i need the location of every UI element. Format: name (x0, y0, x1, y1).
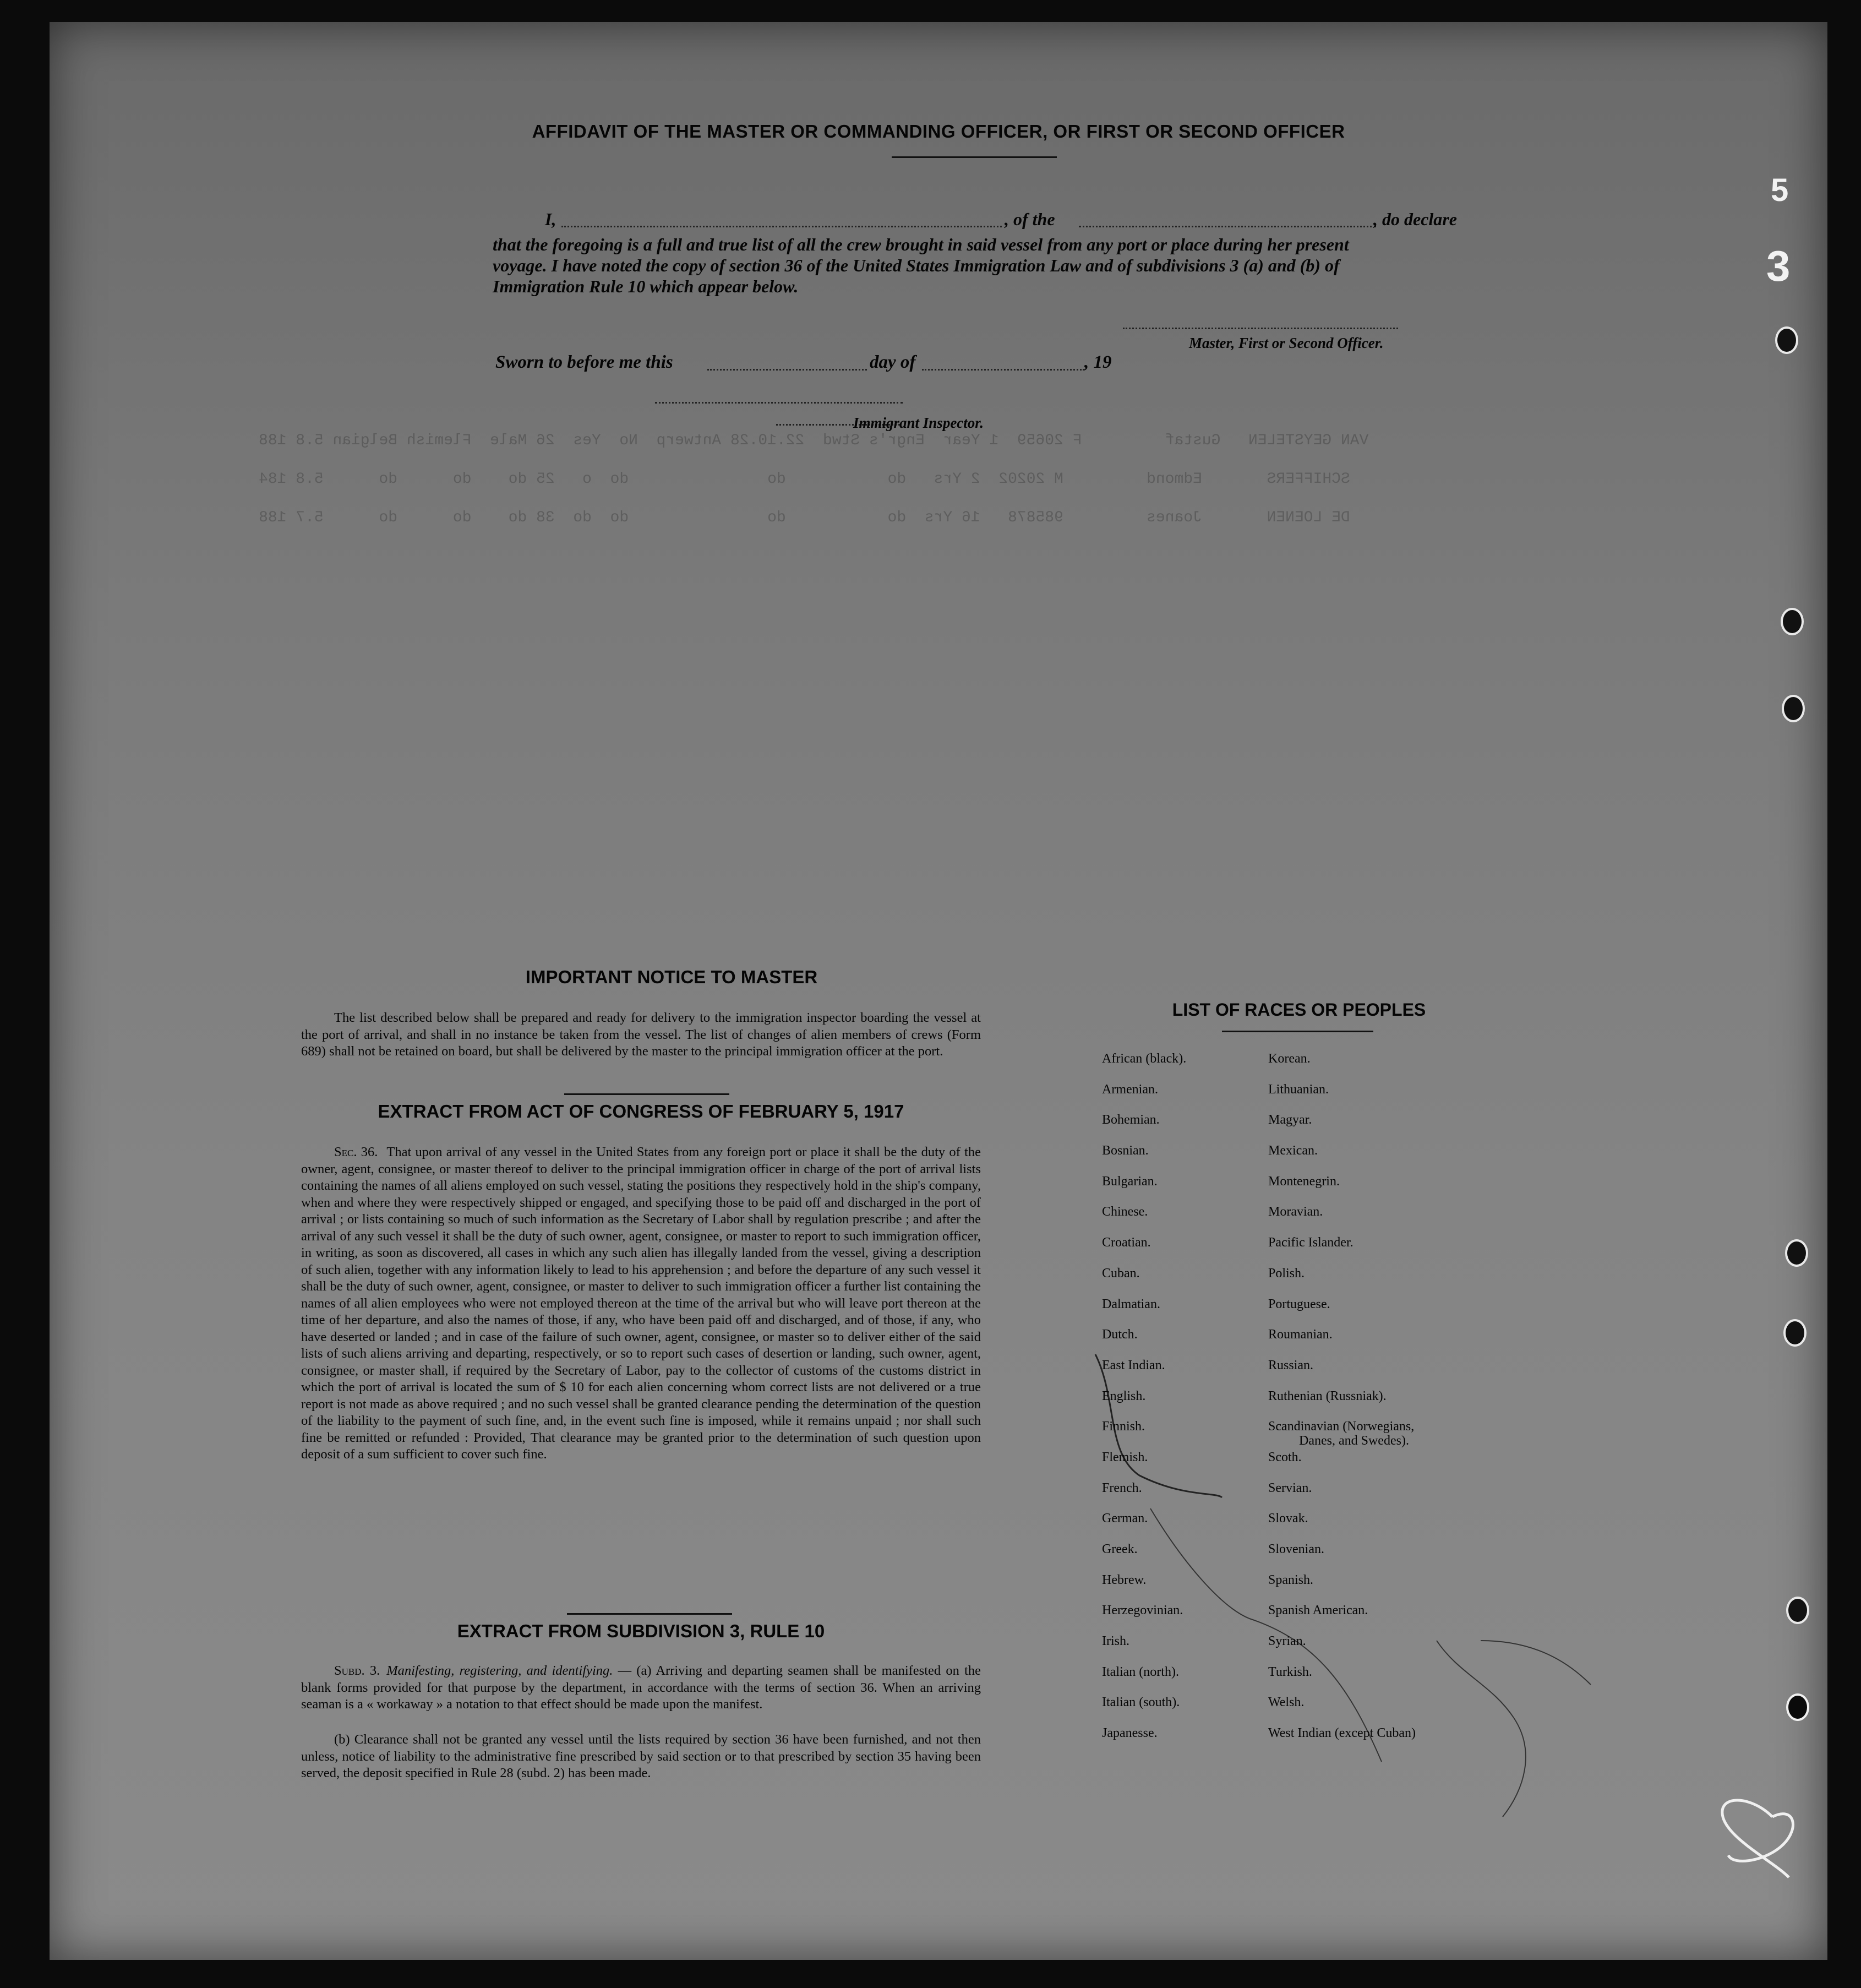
sworn-line (495, 352, 1211, 374)
punch-hole (1782, 695, 1805, 722)
race-item: Ruthenian (Russniak). (1268, 1388, 1387, 1403)
race-item: Spanish. (1268, 1572, 1314, 1587)
inspector-label: Immigrant Inspector. (853, 415, 984, 431)
margin-mark-5: 5 (1771, 172, 1789, 208)
act-title: EXTRACT FROM ACT OF CONGRESS OF FEBRUARY 5, 1917 (378, 1101, 904, 1121)
document-sheet (50, 22, 1827, 1960)
race-item: Armenian. (1102, 1082, 1158, 1097)
sworn-label: Sworn to before me this (495, 352, 673, 372)
section-rule (567, 1613, 732, 1615)
race-item: Italian (north). (1102, 1664, 1179, 1679)
bleed-through-row-3: DE LOENEN Joanes 985878 16 Yrs do do do do 38 do do do 5.7 188 (259, 509, 1350, 526)
race-item: Finnish. (1102, 1419, 1145, 1434)
rule-subd-heading: Manifesting, registering, and identifying. (386, 1663, 613, 1678)
race-item: Irish. (1102, 1634, 1129, 1649)
race-item: Portuguese. (1268, 1297, 1330, 1311)
race-item: Roumanian. (1268, 1327, 1333, 1342)
notice-text: The list described below shall be prepared and ready for delivery to the immigration inspector boarding the vessel at the port of arrival, and shall in no instance be taken from the vessel. The list of changes of alien members of crews (Form 689) shall not be retained on board, but shall be delivered by the master to the principal immigration officer at the port. (301, 1010, 981, 1059)
race-item: Flemish. (1102, 1450, 1148, 1464)
race-item: Mexican. (1268, 1143, 1318, 1158)
master-signature-label: Master, First or Second Officer. (1189, 335, 1384, 351)
race-item: French. (1102, 1480, 1142, 1495)
race-item: Russian. (1268, 1358, 1314, 1372)
race-item: Spanish American. (1268, 1603, 1368, 1618)
race-item: Syrian. (1268, 1634, 1306, 1649)
race-item: Greek. (1102, 1542, 1138, 1556)
races-title-rule (1222, 1031, 1373, 1032)
race-item: Dutch. (1102, 1327, 1138, 1342)
race-item: German. (1102, 1511, 1148, 1526)
declarant-prefix: I, (545, 209, 556, 229)
sworn-day-blank[interactable] (707, 369, 867, 371)
race-item: Japanesse. (1102, 1726, 1158, 1741)
race-item: Chinese. (1102, 1205, 1148, 1219)
race-item: Magyar. (1268, 1113, 1312, 1128)
affidavit-line-4: Immigration Rule 10 which appear below. (493, 276, 799, 296)
race-item: Scoth. (1268, 1450, 1302, 1464)
notice-title: IMPORTANT NOTICE TO MASTER (525, 967, 818, 987)
race-item: Turkish. (1268, 1664, 1312, 1679)
bleed-through-row-2: SCHIFFERS Edmond M 20202 2 Yrs do do do o 25 do do do 5.8 184 (259, 471, 1350, 488)
race-item: Cuban. (1102, 1266, 1140, 1281)
title-rule (892, 156, 1057, 158)
punch-hole (1775, 326, 1798, 354)
race-item: Herzegovinian. (1102, 1603, 1183, 1618)
master-signature-blank[interactable] (1123, 328, 1398, 329)
race-item: Moravian. (1268, 1205, 1323, 1219)
race-item: African (black). (1102, 1052, 1187, 1066)
do-declare-label: , do declare (1373, 209, 1457, 229)
race-item: East Indian. (1102, 1358, 1165, 1372)
race-item: West Indian (except Cuban) (1268, 1726, 1416, 1741)
race-item: Polish. (1268, 1266, 1305, 1281)
races-left-column (1102, 1052, 1245, 1757)
affidavit-title: AFFIDAVIT OF THE MASTER OR COMMANDING OFFICER, OR FIRST OR SECOND OFFICER (532, 121, 1345, 141)
act-section-text: That upon arrival of any vessel in the United States from any foreign port or place it shall be the duty of the owner, agent, consignee, or master thereof to deliver to the principal immigration officer in charge of the port of arrival lists containing the names of all aliens employed on such vessel, stating the positions they respectively hold in the ship's company, when and where they were respectively shipped or engaged, and specifying those to be paid off and discharged in the port of arrival ; or lists containing so much of such information as the Secretary of Labor shall by regulation prescribe ; and after the arrival of any such vessel it shall be the duty of such owner, agent, consignee, or master to report to such immigration officer, in writing, as soon as discovered, all cases in which any such alien has illegally landed from the vessel, giving a description of such alien, together with any information likely to lead to his apprehension ; and before the departure of any such vessel it shall be the duty of such owner, agent, consignee, or master to deliver to such immigration officer a further list containing the names of all alien employees who were not employed thereon at the time of the arrival but who will leave port thereon at the time of her departure, and also the names of those, if any, who have been paid off and discharged, and of those, if any, who have deserted or landed ; and in case of the failure of such owner, agent, consignee, or master so to deliver either of the said lists of such aliens arriving and departing, respectively, or so to report such cases of desertion or landing, such owner, agent, consignee, or master shall, if required by the Secretary of Labor, pay to the collector of customs of the customs district in which the port of arrival is located the sum of $ 10 for each alien concerning whom correct lists are not delivered or a true report is not made as above required ; and no such vessel shall be granted clearance pending the determination of the question of the liability to the payment of such fine, and, in the event such fine is imposed, while it remains unpaid ; nor shall such fine be remitted or refunded : Provided, That clearance may be granted prior to the determination of such question upon deposit of a sum sufficient to cover such fine. (301, 1145, 981, 1462)
margin-mark-3: 3 (1766, 242, 1791, 290)
of-the-label: , of the (1005, 209, 1055, 229)
race-item: Bosnian. (1102, 1143, 1149, 1158)
race-item: Bulgarian. (1102, 1174, 1158, 1189)
race-item: Danes, and Swedes). (1299, 1434, 1409, 1448)
affidavit-line-3: voyage. I have noted the copy of section 36 of the United States Immigration Law and of subdivisions 3 (a) and (b) of (493, 255, 1340, 275)
rule-para-b: (b) Clearance shall not be granted any vessel until the lists required by section 36 have been furnished, and not then unless, notice of liability to the administrative fine prescribed by said section or to that prescribed by section 35 having been served, the deposit specified in Rule 28 (subd. 2) has been made. (301, 1732, 981, 1780)
race-item: Hebrew. (1102, 1572, 1147, 1587)
race-item: Bohemian. (1102, 1113, 1160, 1128)
year-label: , 19 (1084, 352, 1112, 372)
day-of-label: day of (870, 352, 916, 372)
race-item: Montenegrin. (1268, 1174, 1340, 1189)
rule-title: EXTRACT FROM SUBDIVISION 3, RULE 10 (457, 1621, 825, 1641)
race-item: Korean. (1268, 1052, 1311, 1066)
race-item: Welsh. (1268, 1695, 1305, 1710)
affidavit-line-2: that the foregoing is a full and true list of all the crew brought in said vessel from any port or place during her present (493, 235, 1349, 254)
race-item: Pacific Islander. (1268, 1235, 1354, 1250)
rule-para-a: — (a) Arriving and departing seamen shall be manifested on the blank forms provided for that purpose by the department, in accordance with the terms of section 36. When an arriving seaman is a « workaway » a notation to that effect should be made upon the manifest. (301, 1663, 981, 1712)
race-item: English. (1102, 1388, 1146, 1403)
act-section-36 (301, 1144, 981, 1463)
race-item: Dalmatian. (1102, 1297, 1160, 1311)
punch-hole (1781, 608, 1804, 635)
race-item: Lithuanian. (1268, 1082, 1329, 1097)
rule-subd-a (301, 1663, 981, 1713)
punch-hole (1785, 1239, 1808, 1267)
inspector-signature-blank[interactable] (655, 402, 903, 404)
rule-subd-label: Subd. 3. (334, 1663, 380, 1678)
race-item: Italian (south). (1102, 1695, 1180, 1710)
bleed-through-row-1: VAN GEYSTELEN Gustaf F 20659 1 Year Engr's Stwd 22.10.28 Antwerp No Yes 26 Male Flemish Belgian 5.8 188 (259, 432, 1369, 449)
races-title: LIST OF RACES OR PEOPLES (1172, 1000, 1426, 1020)
races-right-column (1268, 1052, 1499, 1757)
vessel-name-blank[interactable] (1079, 226, 1376, 227)
sworn-month-blank[interactable] (922, 369, 1084, 371)
declarant-name-blank[interactable] (561, 226, 1002, 227)
race-item: Croatian. (1102, 1235, 1151, 1250)
race-item: Scandinavian (Norwegians, (1268, 1419, 1415, 1434)
race-item: Slovenian. (1268, 1542, 1324, 1556)
race-item: Slovak. (1268, 1511, 1308, 1526)
affidavit-line-1 (493, 209, 1483, 231)
section-rule (564, 1093, 729, 1095)
race-item: Servian. (1268, 1480, 1312, 1495)
act-section-label: Sec. 36. (334, 1145, 378, 1159)
